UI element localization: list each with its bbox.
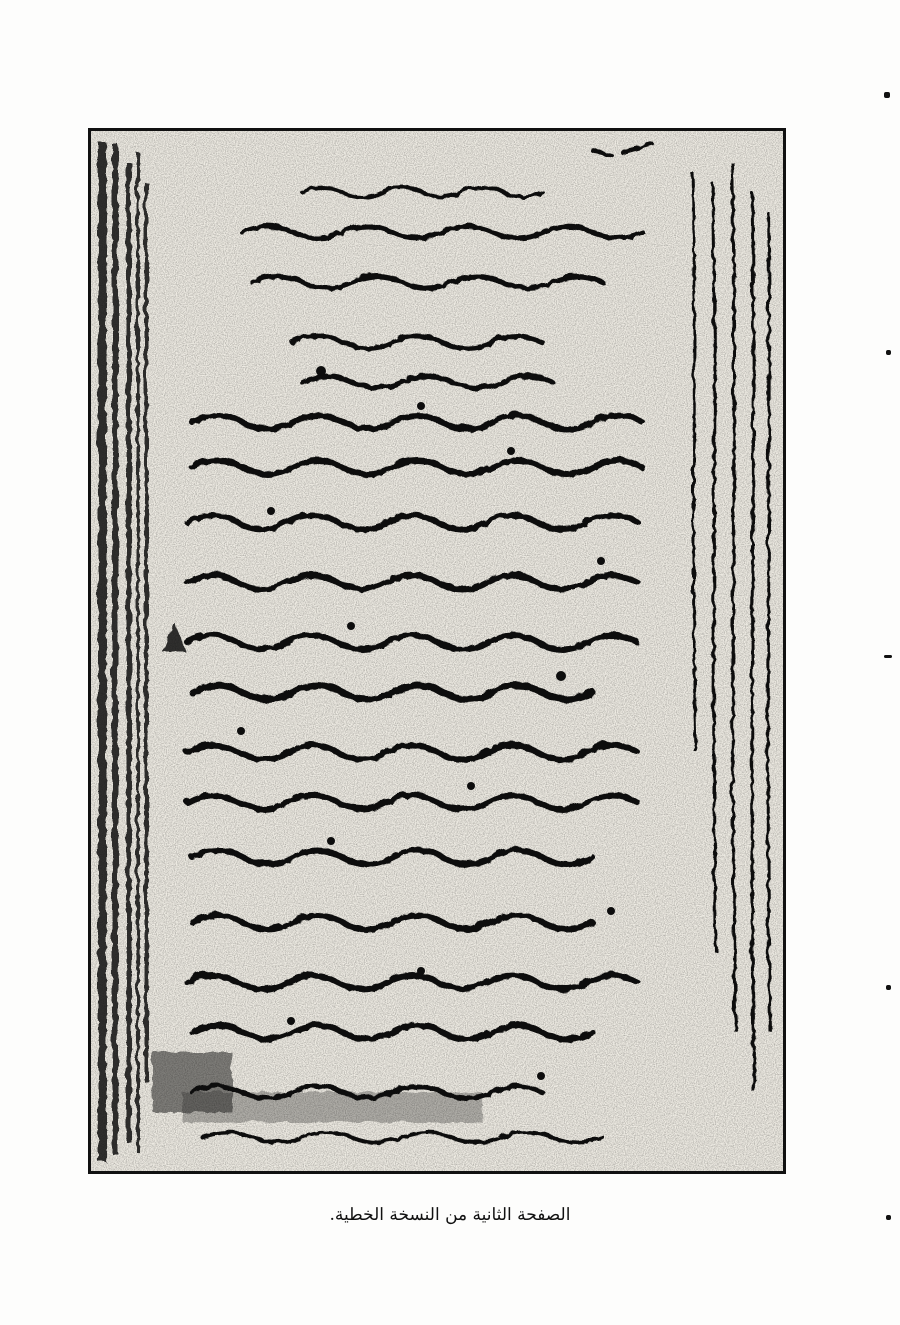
scan-edge-mark <box>884 655 892 658</box>
scan-edge-mark <box>886 1215 891 1220</box>
image-caption: الصفحة الثانية من النسخة الخطية. <box>329 1205 571 1225</box>
manuscript-scan <box>91 131 783 1171</box>
scan-edge-mark <box>886 350 891 355</box>
manuscript-image <box>88 128 786 1174</box>
scan-edge-mark <box>884 92 890 98</box>
scan-edge-mark <box>886 985 891 990</box>
